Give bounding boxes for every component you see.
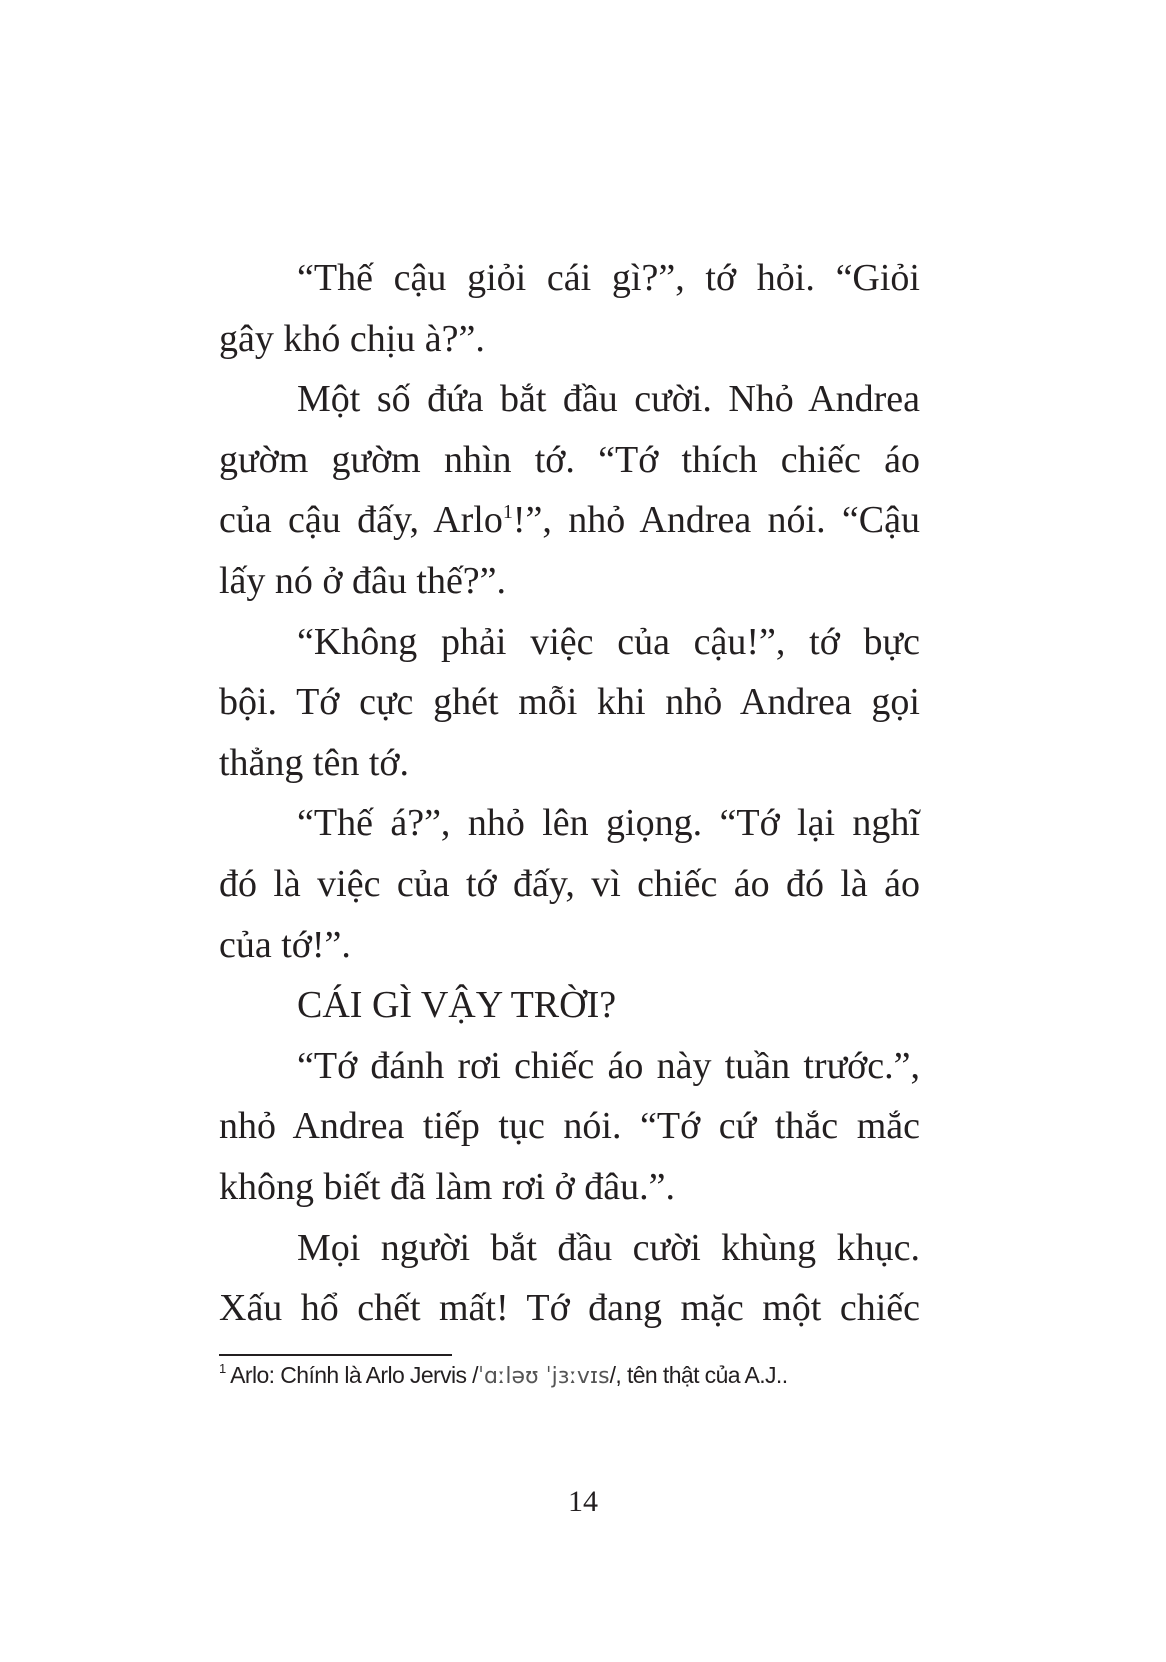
text-line: bội. Tớ cực ghét mỗi khi nhỏ Andrea gọi (219, 681, 920, 724)
text-line (219, 490, 920, 551)
text-line: “Thế cậu giỏi cái gì?”, tớ hỏi. “Giỏi (297, 257, 920, 299)
text-line: của tớ!”. (219, 923, 351, 966)
text-line: CÁI GÌ VẬY TRỜI? (297, 984, 617, 1027)
footnote (219, 1362, 787, 1389)
text-fragment: của cậu đấy, Arlo (219, 499, 503, 542)
text-line: gườm gườm nhìn tớ. “Tớ thích chiếc áo (219, 438, 920, 481)
text-line: gây khó chịu à?”. (219, 317, 485, 360)
footnote-text-end: /, tên thật của A.J.. (609, 1362, 788, 1388)
text-line: đó là việc của tớ đấy, vì chiếc áo đó là áo (219, 862, 920, 905)
text-line: Một số đứa bắt đầu cười. Nhỏ Andrea (297, 378, 920, 421)
text-line: “Thế á?”, nhỏ lên giọng. “Tớ lại nghĩ (297, 802, 920, 845)
text-line: nhỏ Andrea tiếp tục nói. “Tớ cứ thắc mắc (219, 1105, 920, 1148)
footnote-ipa: ˈɑːləʊ ˈjɜːvɪs (477, 1364, 610, 1389)
text-line: “Tớ đánh rơi chiếc áo này tuần trước.”, (297, 1044, 920, 1087)
footnote-divider (219, 1354, 452, 1356)
body-text (219, 248, 920, 1339)
page-number: 14 (568, 1485, 598, 1518)
footnote-ref: 1 (502, 501, 513, 524)
footnote-text: Arlo: Chính là Arlo Jervis / (230, 1362, 478, 1388)
footnote-marker: 1 (219, 1361, 226, 1376)
text-line: không biết đã làm rơi ở đâu.”. (219, 1165, 675, 1208)
text-fragment: !”, nhỏ Andrea nói. “Cậu (512, 499, 920, 542)
text-line: Mọi người bắt đầu cười khùng khục. (297, 1226, 920, 1269)
text-line: Xấu hổ chết mất! Tớ đang mặc một chiếc (219, 1287, 920, 1330)
text-line: thẳng tên tớ. (219, 741, 409, 784)
text-line: lấy nó ở đâu thế?”. (219, 559, 507, 602)
text-line: “Không phải việc của cậu!”, tớ bực (297, 620, 920, 663)
